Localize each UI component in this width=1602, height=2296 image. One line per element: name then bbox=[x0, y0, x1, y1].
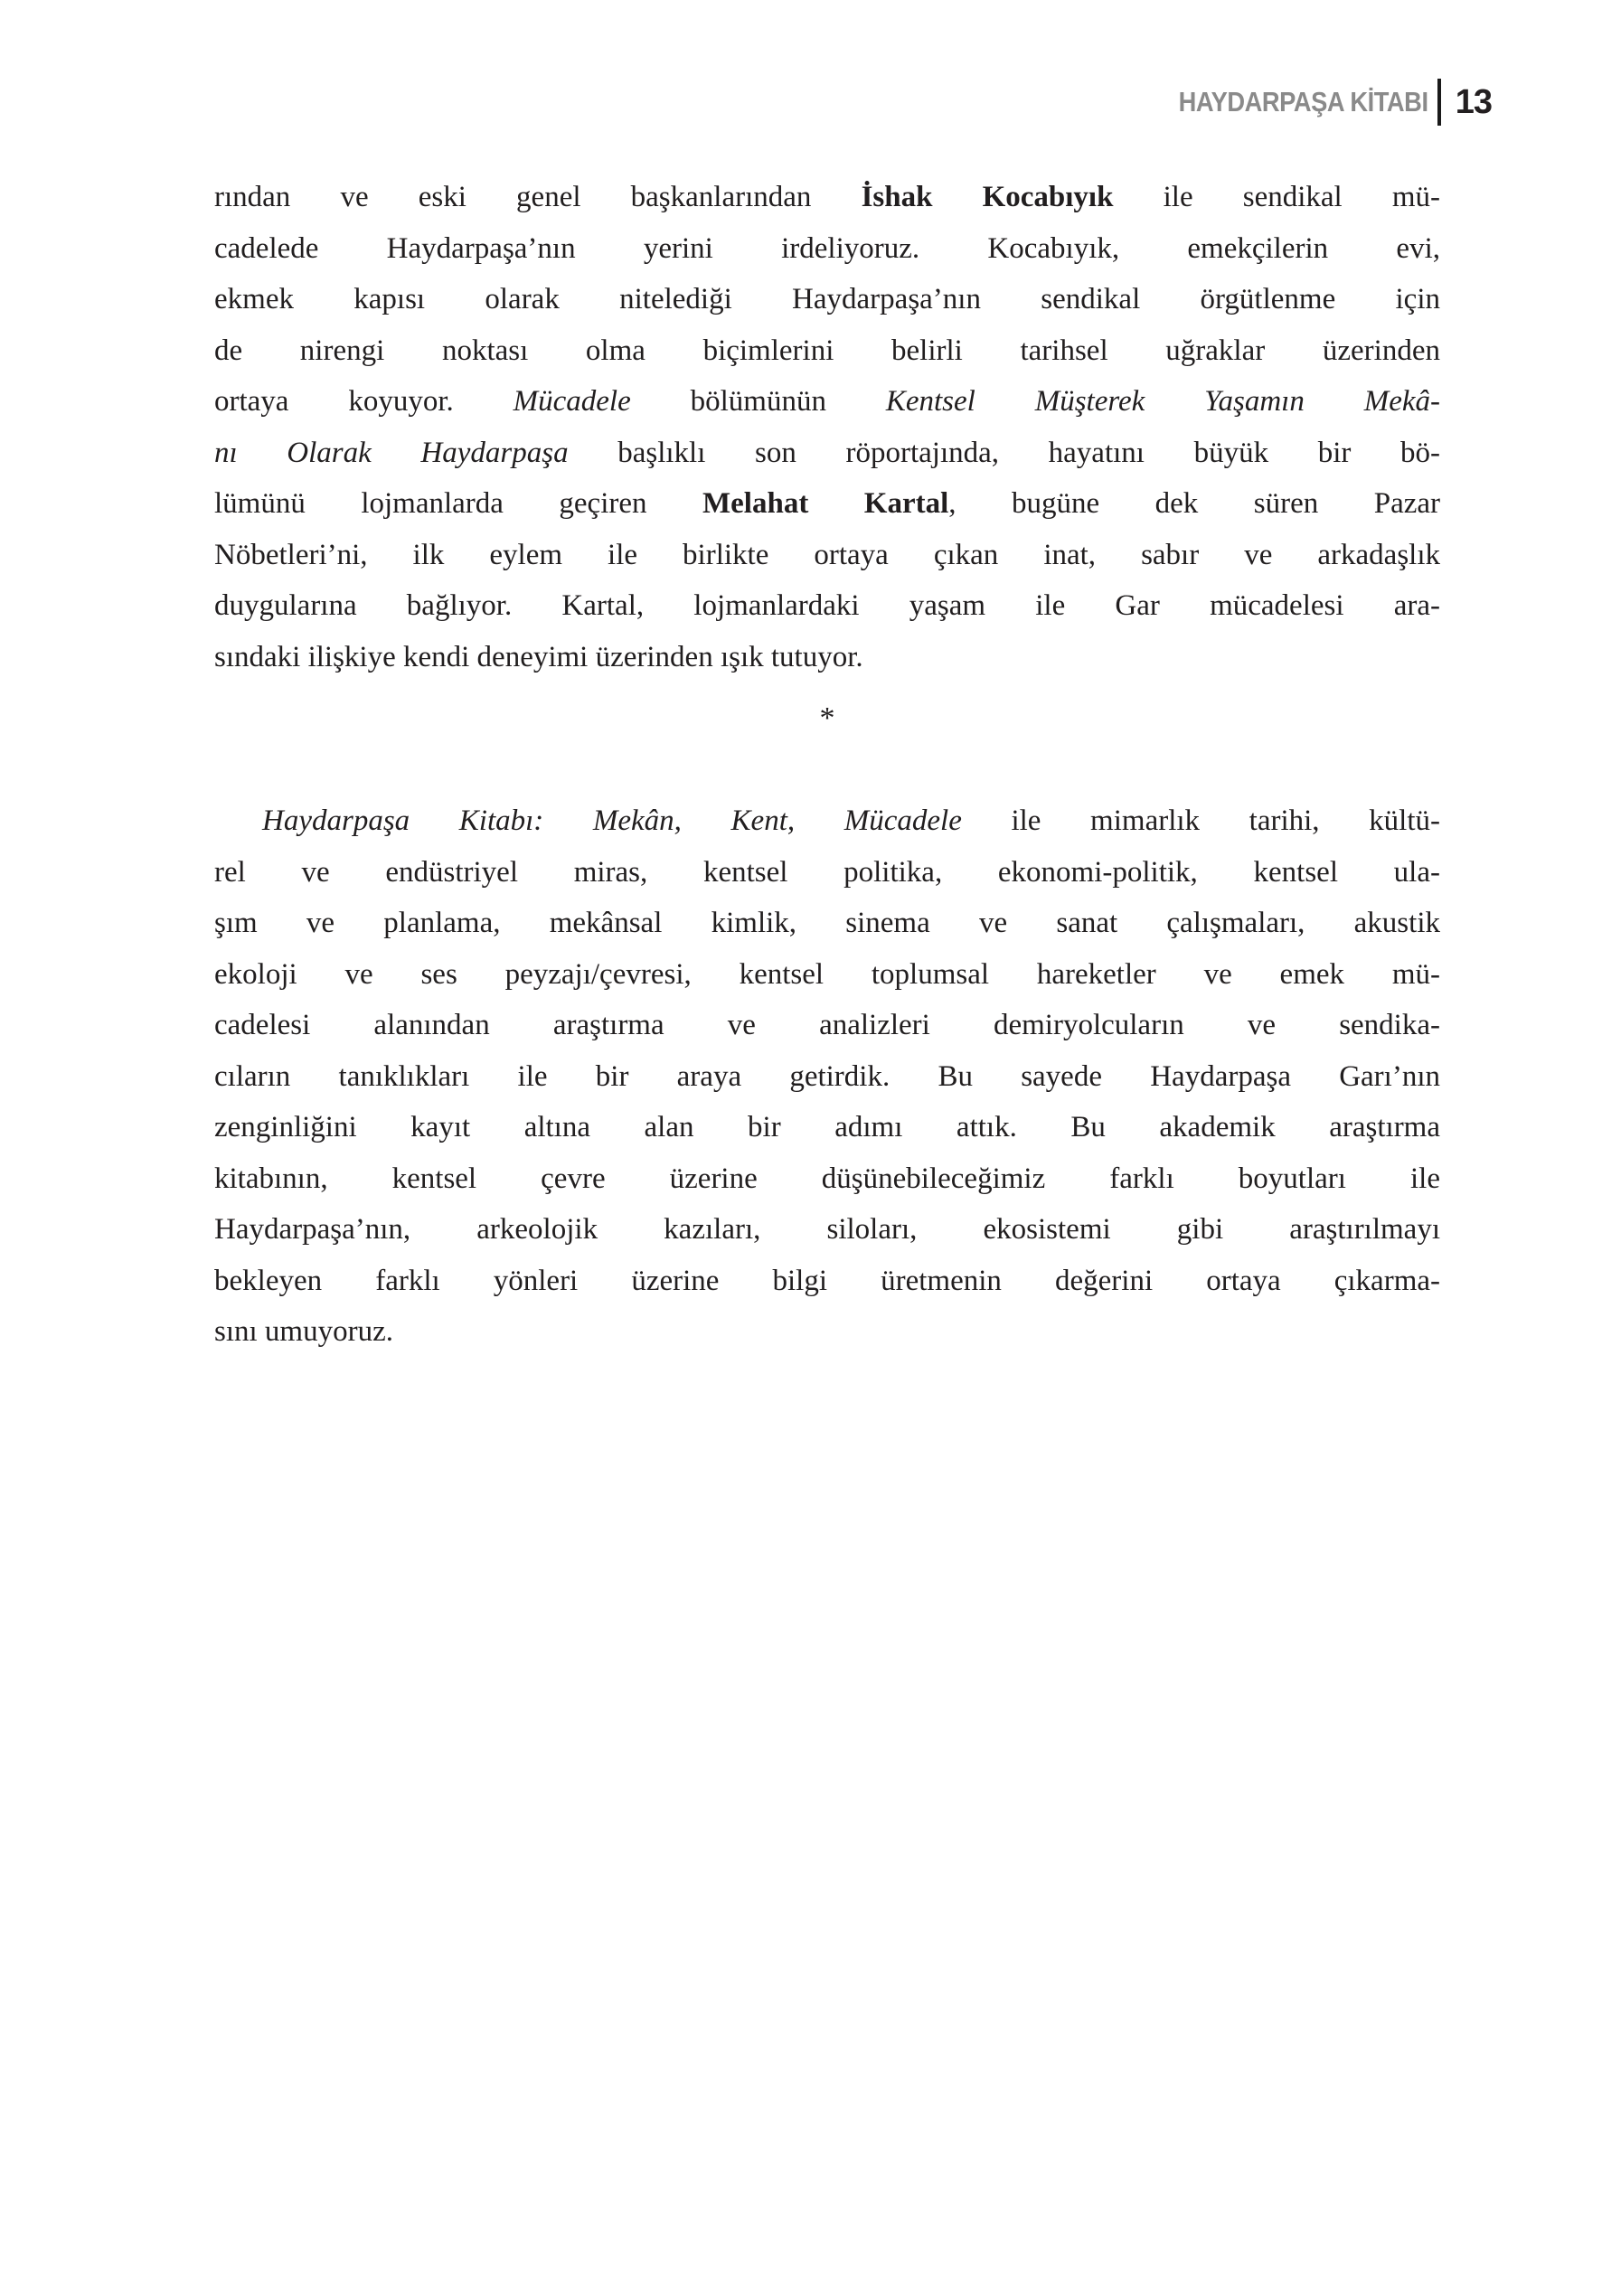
text-line bbox=[214, 1102, 1440, 1153]
text-run: ile sendikal mü- bbox=[1113, 181, 1440, 213]
text-run: , bugüne dek süren Pazar bbox=[948, 487, 1440, 520]
header-divider-bar bbox=[1437, 79, 1441, 126]
bold-text: İshak Kocabıyık bbox=[861, 181, 1114, 213]
text-run: duygularına bağlıyor. Kartal, lojmanlardaki yaşam ile Gar mücadelesi ara- bbox=[214, 589, 1440, 622]
section-divider-star: * bbox=[819, 701, 835, 735]
text-run: başlıklı son röportajında, hayatını büyük bir bö- bbox=[568, 436, 1440, 469]
text-run: ortaya koyuyor. bbox=[214, 385, 514, 418]
page-header bbox=[1145, 76, 1492, 128]
italic-text: Haydarpaşa Kitabı: Mekân, Kent, Mücadele bbox=[262, 805, 962, 837]
text-run: cadelede Haydarpaşa’nın yerini irdeliyoruz. Kocabıyık, emekçilerin evi, bbox=[214, 231, 1440, 265]
italic-text: Kentsel Müşterek Yaşamın Mekâ- bbox=[885, 385, 1440, 418]
text-run: de nirengi noktası olma biçimlerini belirli tarihsel uğraklar üzerinden bbox=[214, 334, 1440, 367]
text-line bbox=[214, 847, 1440, 899]
body-paragraph-2 bbox=[214, 795, 1440, 1358]
text-run: bekleyen farklı yönleri üzerine bilgi üretmenin değerini ortaya çıkarma- bbox=[214, 1264, 1440, 1297]
text-run: zenginliğini kayıt altına alan bir adımı attık. Bu akademik araştırma bbox=[214, 1111, 1440, 1143]
text-line bbox=[214, 1256, 1440, 1307]
text-run: ekoloji ve ses peyzajı/çevresi, kentsel toplumsal hareketler ve emek mü- bbox=[214, 957, 1440, 991]
text-run: Nöbetleri’ni, ilk eylem ile birlikte ortaya çıkan inat, sabır ve arkadaşlık bbox=[214, 538, 1440, 571]
text-run: şım ve planlama, mekânsal kimlik, sinema ve sanat çalışmaları, akustik bbox=[214, 907, 1440, 939]
body-paragraph-1 bbox=[214, 172, 1440, 682]
text-run: ekmek kapısı olarak nitelediği Haydarpaşa’nın sendikal örgütlenme için bbox=[214, 283, 1440, 315]
text-line bbox=[214, 223, 1440, 275]
text-line bbox=[214, 795, 1440, 847]
text-line bbox=[214, 949, 1440, 1001]
text-line bbox=[214, 632, 1440, 683]
italic-text: Mücadele bbox=[513, 385, 631, 418]
text-run: sındaki ilişkiye kendi deneyimi üzerinden ışık tutuyor. bbox=[214, 640, 863, 673]
text-line bbox=[214, 1000, 1440, 1051]
text-line bbox=[214, 376, 1440, 428]
text-run: Haydarpaşa’nın, arkeolojik kazıları, siloları, ekosistemi gibi araştırılmayı bbox=[214, 1213, 1440, 1246]
text-line bbox=[214, 172, 1440, 223]
text-line bbox=[214, 325, 1440, 377]
text-run: lümünü lojmanlarda geçiren bbox=[214, 487, 702, 520]
text-line bbox=[214, 1204, 1440, 1256]
text-line bbox=[214, 1051, 1440, 1103]
text-run: sını umuyoruz. bbox=[214, 1315, 393, 1348]
text-run: cıların tanıklıkları ile bir araya getirdik. Bu sayede Haydarpaşa Garı’nın bbox=[214, 1059, 1440, 1093]
text-line bbox=[214, 428, 1440, 479]
text-line bbox=[214, 1306, 1440, 1358]
text-line bbox=[214, 1153, 1440, 1205]
text-line bbox=[214, 478, 1440, 530]
body-text bbox=[214, 172, 1440, 1358]
text-run: rından ve eski genel başkanlarından bbox=[214, 181, 862, 213]
bold-text: Melahat Kartal bbox=[702, 487, 949, 520]
text-line bbox=[214, 530, 1440, 581]
text-line bbox=[214, 898, 1440, 949]
running-title: HAYDARPAŞA KİTABI bbox=[1178, 86, 1428, 118]
text-line bbox=[214, 580, 1440, 632]
text-run: kitabının, kentsel çevre üzerine düşünebileceğimiz farklı boyutları ile bbox=[214, 1162, 1440, 1195]
text-run: ile mimarlık tarihi, kültü- bbox=[961, 805, 1440, 837]
text-run: cadelesi alanından araştırma ve analizleri demiryolcuların ve sendika- bbox=[214, 1009, 1440, 1041]
page-number: 13 bbox=[1455, 82, 1492, 121]
italic-text: nı Olarak Haydarpaşa bbox=[214, 436, 569, 469]
text-line bbox=[214, 274, 1440, 325]
text-run: bölümünün bbox=[630, 385, 886, 418]
text-run: rel ve endüstriyel miras, kentsel politika, ekonomi-politik, kentsel ula- bbox=[214, 855, 1440, 889]
